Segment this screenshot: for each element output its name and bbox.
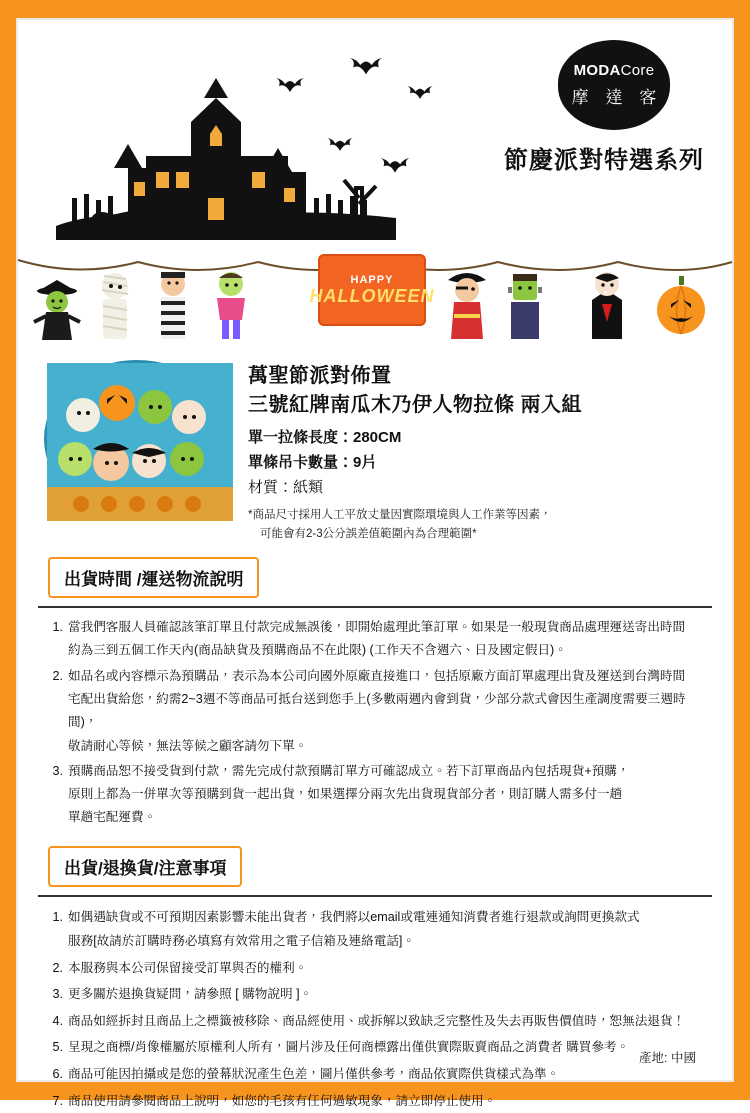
vampire-character: [578, 260, 636, 344]
list-item-number: 3.: [52, 763, 63, 778]
list-item-number: 1.: [52, 909, 63, 924]
list-item-number: 6.: [52, 1066, 63, 1081]
list-item-line: 原則上都為一併單次等預購到貨一起出貨，如果選擇分兩次先出貨現貨部分者，則訂購人需多付一趟: [68, 787, 623, 802]
list-item: [46, 616, 708, 663]
list-item-number: 4.: [52, 1013, 63, 1028]
list-item-line: 單趟宅配運費。: [68, 810, 157, 825]
list-item-line: 約為三到五個工作天內(商品缺貨及預購商品不在此限) (工作天不含週六、日及國定假日)。: [68, 643, 567, 658]
list-item-number: 2.: [52, 960, 63, 975]
list-item-line: 敬請耐心等候，無法等候之顧客請勿下單。: [68, 738, 308, 753]
list-item-line: 商品如經拆封且商品上之標籤被移除、商品經使用、或拆解以致缺乏完整性及失去再販售價值時，恕無法退貨！: [68, 1013, 686, 1028]
witch-character: [28, 260, 86, 344]
list-item-line: 當我們客服人員確認該筆訂單且付款完成無誤後，即開始處理此筆訂單。如果是一般現貨商品處理運送寄出時間: [68, 620, 686, 635]
zombie-character: [202, 260, 260, 344]
list-item-line: 如偶遇缺貨或不可預期因素影響未能出貨者，我們將以email或電連通知消費者進行退款或詢問更換款式: [68, 909, 640, 924]
pumpkin-character: [652, 260, 710, 344]
spec-count: 單條吊卡數量：9片: [248, 453, 377, 471]
list-item-number: 5.: [52, 1040, 63, 1055]
logo-brand-bold: MODA: [573, 62, 621, 79]
page-content: [16, 18, 734, 1108]
logo-brand-rest: Core: [620, 62, 655, 79]
prisoner-character: [144, 260, 202, 344]
list-item: [46, 1089, 708, 1113]
frankenstein-character: [496, 260, 554, 344]
list-item-line: 商品可能因拍攝或是您的螢幕狀況產生色差，圖片僅供參考，商品依實際供貨樣式為準。: [68, 1066, 560, 1081]
list-item-line: 本服務與本公司保留接受訂單與否的權利。: [68, 960, 308, 975]
list-item: [46, 1035, 708, 1060]
happy-halloween-badge: [309, 254, 435, 326]
bat-icon: [398, 86, 442, 108]
list-item-line: 更多關於退換貨疑問，請參照 [ 購物說明 ]。: [68, 987, 313, 1002]
shipping-section-heading: 出貨時間 /運送物流說明: [48, 557, 259, 598]
product-photo-characters: [47, 363, 233, 521]
list-item-number: 3.: [52, 987, 63, 1002]
logo-brand-chinese: 摩 達 客: [571, 88, 663, 107]
list-item: [46, 1062, 708, 1087]
list-item: [46, 982, 708, 1007]
list-item-number: 1.: [52, 620, 63, 635]
measure-note-line2: 可能會有2-3公分誤差值範圍內為合理範圍*: [260, 527, 477, 540]
badge-line-happy: HAPPY: [350, 273, 394, 286]
badge-line-halloween: HALLOWEEN: [309, 285, 435, 306]
hero-section: [18, 20, 732, 240]
product-details: [236, 356, 582, 543]
list-item-line: 如品名或內容標示為預購品，表示為本公司向國外原廠直接進口，包括原廠方面訂單處理出貨及運送到台灣時間: [68, 668, 686, 683]
haunted-house-illustration: [56, 48, 396, 240]
measure-note-line1: *商品尺寸採用人工平放丈量因實際環境與人工作業等因素，: [248, 509, 552, 522]
list-item-line: 商品使用請參閱商品上說明，如您的毛孩有任何過敏現象，請立即停止使用。: [68, 1093, 497, 1108]
list-item-line: 預購商品恕不接受貨到付款，需先完成付款預購訂單方可確認成立。若下訂單商品內包括現貨+預購，: [68, 763, 630, 778]
spec-length: 單一拉條長度：280CM: [248, 429, 402, 446]
list-item-number: 2.: [52, 668, 63, 683]
list-item: [46, 1009, 708, 1034]
list-item-line: 服務[故請於訂購時務必填寫有效常用之電子信箱及連絡電話]。: [68, 934, 416, 949]
mummy-character: [86, 260, 144, 344]
brand-logo: [558, 40, 670, 130]
list-item: [46, 905, 708, 954]
product-title-line1: 萬聖節派對佈置: [248, 365, 392, 387]
series-title: 節慶派對特選系列: [504, 147, 704, 174]
list-item: [46, 665, 708, 758]
returns-section-heading: 出貨/退換貨/注意事項: [48, 846, 242, 887]
product-photo-circle: [44, 360, 230, 518]
origin-label: 產地: 中國: [639, 1051, 696, 1065]
list-item: [46, 956, 708, 981]
spec-material: 材質：紙類: [248, 478, 324, 496]
product-section: [18, 350, 732, 543]
list-item-line: 宅配出貨給您，約需2~3週不等商品可抵台送到您手上(多數兩週內會到貨，少部分款式會因生產調度需要三週時間)，: [68, 691, 686, 730]
pirate-character: [438, 260, 496, 344]
list-item-line: 呈現之商標/肖像權屬於原權利人所有，圖片涉及任何商標露出僅供實際販賣商品之消費者 購買參考。: [68, 1040, 630, 1055]
list-item: [46, 760, 708, 830]
shipping-notes-list: [46, 616, 708, 830]
product-image: [36, 356, 236, 524]
list-item-number: 7.: [52, 1093, 63, 1108]
divider-shipping: [38, 606, 712, 608]
returns-notes-list: [46, 905, 708, 1113]
product-title-line2: 三號紅牌南瓜木乃伊人物拉條 兩入組: [248, 394, 583, 416]
divider-returns: [38, 895, 712, 897]
character-banner-strip: [18, 240, 732, 350]
